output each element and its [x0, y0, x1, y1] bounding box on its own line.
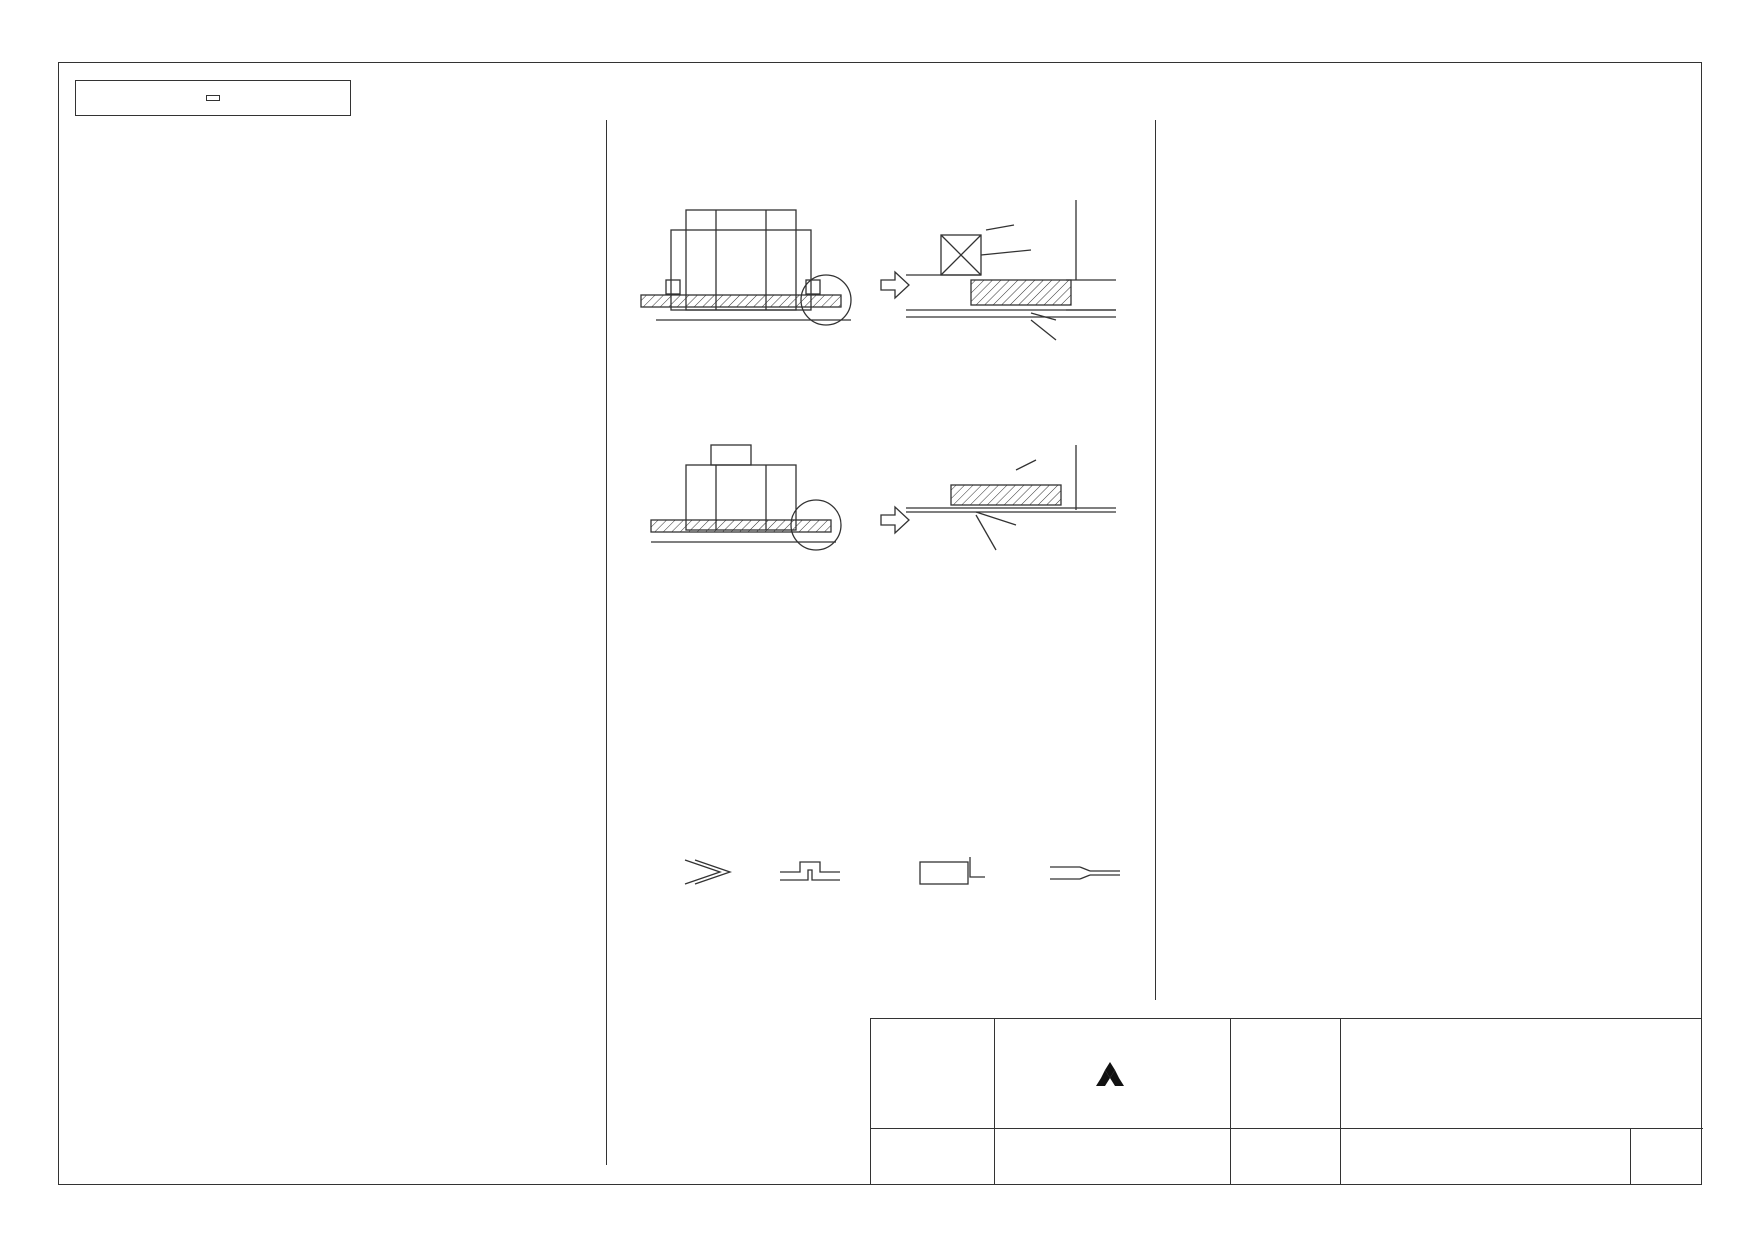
page-number: [1631, 1129, 1701, 1184]
section-installation-method: [627, 128, 1147, 140]
company-cell: [995, 1019, 1231, 1129]
creation-date: [995, 1129, 1231, 1184]
column-divider: [606, 120, 607, 1165]
figure-grille-clearance: [636, 195, 1126, 355]
document-number: [1341, 1129, 1631, 1184]
title-block: [870, 1018, 1702, 1185]
page-title: [206, 95, 220, 101]
column-divider: [1155, 120, 1156, 1000]
section-electrical: [1172, 256, 1692, 266]
date-label: [871, 1129, 995, 1184]
mitsubishi-logo-icon: [1095, 1061, 1125, 1087]
section-installation-location: [80, 128, 600, 140]
model-label: [1231, 1019, 1341, 1129]
page-title-box: [75, 80, 351, 116]
model-cell: [1341, 1019, 1703, 1129]
number-label: [1231, 1129, 1341, 1184]
figure-duct-bends: [680, 852, 1130, 894]
section-other: [1172, 516, 1692, 526]
section-duct-work: [627, 714, 1147, 724]
projection-method: [871, 1019, 995, 1129]
figure-flange-packing: [636, 440, 1126, 570]
